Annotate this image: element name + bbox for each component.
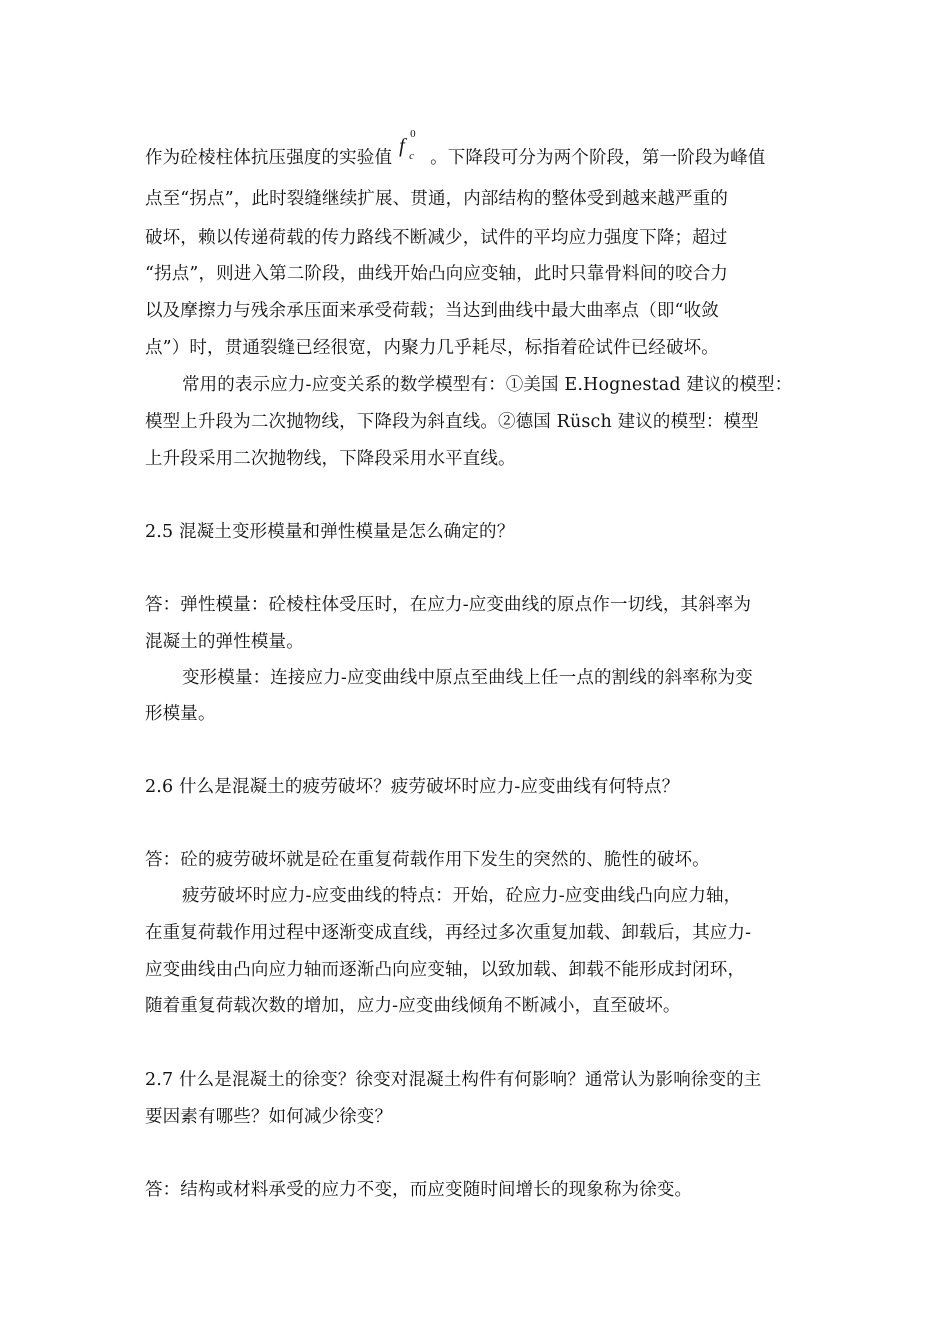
- answer-2-6-line-5: 随着重复荷载次数的增加，应力-应变曲线倾角不断减小，直至破坏。: [145, 996, 681, 1016]
- p1-line-1: [145, 128, 766, 170]
- formula-fc0: [396, 128, 426, 170]
- p2-line-1: 常用的表示应力-应变关系的数学模型有：①美国 E.Hognestad 建议的模型：: [182, 375, 793, 395]
- formula-subscript: c: [409, 150, 415, 162]
- p1-line-6: 点”）时，贯通裂缝已经很宽，内聚力几乎耗尽，标指着砼试件已经破坏。: [145, 338, 719, 358]
- p1-line-1-text-b: 。下降段可分为两个阶段，第一阶段为峰值: [430, 148, 766, 168]
- p2-line-3: 上升段采用二次抛物线，下降段采用水平直线。: [145, 449, 516, 469]
- question-2-7-line-1: 2.7 什么是混凝土的徐变？徐变对混凝土构件有何影响？通常认为影响徐变的主: [145, 1070, 762, 1090]
- answer-2-5-line-2: 混凝土的弹性模量。: [145, 632, 304, 652]
- p1-line-2: 点至“拐点”，此时裂缝继续扩展、贯通，内部结构的整体受到越来越严重的: [145, 189, 728, 209]
- answer-2-6-line-1: 答：砼的疲劳破坏就是砼在重复荷载作用下发生的突然的、脆性的破坏。: [145, 850, 710, 870]
- p1-line-3: 破坏，赖以传递荷载的传力路线不断减少，试件的平均应力强度下降；超过: [145, 228, 728, 248]
- answer-2-5-line-3: 变形模量：连接应力-应变曲线中原点至曲线上任一点的割线的斜率称为变: [182, 668, 753, 688]
- answer-2-6-line-3: 在重复荷载作用过程中逐渐变成直线，再经过多次重复加载、卸载后，其应力-: [145, 923, 752, 943]
- question-2-5: 2.5 混凝土变形模量和弹性模量是怎么确定的？: [145, 522, 515, 542]
- p1-line-1-text-a: 作为砼棱柱体抗压强度的实验值: [145, 148, 393, 168]
- answer-2-6-line-2: 疲劳破坏时应力-应变曲线的特点：开始，砼应力-应变曲线凸向应力轴，: [182, 886, 742, 906]
- question-2-6: 2.6 什么是混凝土的疲劳破坏？疲劳破坏时应力-应变曲线有何特点？: [145, 777, 680, 797]
- answer-2-5-line-1: 答：弹性模量：砼棱柱体受压时，在应力-应变曲线的原点作一切线，其斜率为: [145, 595, 752, 615]
- p1-line-4: “拐点”，则进入第二阶段，曲线开始凸向应变轴，此时只靠骨料间的咬合力: [145, 264, 728, 284]
- question-2-7-line-2: 要因素有哪些？如何减少徐变？: [145, 1107, 393, 1127]
- answer-2-7-line-1: 答：结构或材料承受的应力不变，而应变随时间增长的现象称为徐变。: [145, 1180, 693, 1200]
- formula-base: f: [399, 135, 405, 157]
- formula-superscript: 0: [410, 128, 416, 140]
- p1-line-5: 以及摩擦力与残余承压面来承受荷载；当达到曲线中最大曲率点（即“收敛: [145, 301, 719, 321]
- p2-line-2: 模型上升段为二次抛物线，下降段为斜直线。②德国 Rüsch 建议的模型：模型: [145, 412, 759, 432]
- answer-2-5-line-4: 形模量。: [145, 704, 216, 724]
- answer-2-6-line-4: 应变曲线由凸向应力轴而逐渐凸向应变轴，以致加载、卸载不能形成封闭环，: [145, 960, 746, 980]
